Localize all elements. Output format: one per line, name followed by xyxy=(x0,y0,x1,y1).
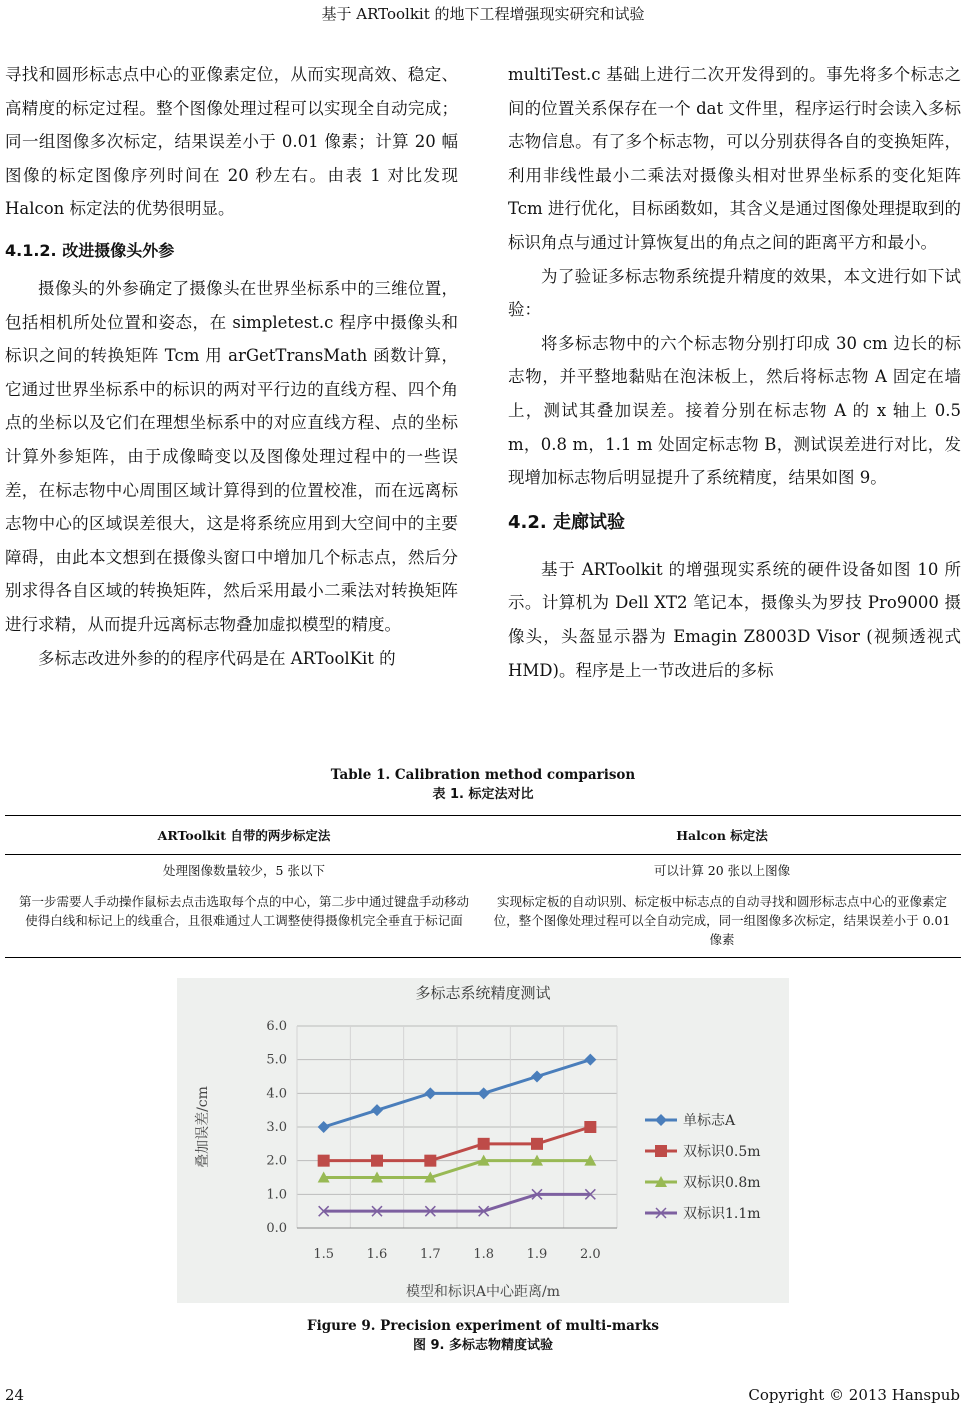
precision-chart xyxy=(177,978,789,1303)
table-row xyxy=(5,855,961,887)
section-heading: 4.1.2. 改进摄像头外参 xyxy=(5,240,175,260)
x-tick-label: 1.7 xyxy=(419,1247,441,1262)
paragraph: 将多标志物中的六个标志物分别打印成 30 cm 边长的标志物，并平整地黏贴在泡沫板上，然后将标志物 A 固定在墙上，测试其叠加误差。接着分别在标志物 A 的 x 轴上 0.5 m，0.8 m，1.1 m 处固定标志物 B，测试误差进行对比，发现增加标志物后明显提升了系统精度，结果如图 9。 xyxy=(508,333,961,488)
running-title: 基于 ARToolkit 的地下工程增强现实研究和试验 xyxy=(321,5,645,23)
x-tick-label: 1.5 xyxy=(313,1247,335,1262)
data-point xyxy=(318,1121,330,1133)
y-tick-label: 3.0 xyxy=(266,1120,287,1135)
data-point xyxy=(531,1071,543,1083)
table-header-cell: Halcon 标定法 xyxy=(483,816,961,855)
data-point xyxy=(478,1138,490,1150)
x-tick-label: 2.0 xyxy=(579,1247,601,1262)
figure-caption xyxy=(0,1317,966,1355)
data-point xyxy=(655,1145,667,1157)
data-point xyxy=(655,1114,667,1126)
x-tick-label: 1.6 xyxy=(366,1247,388,1262)
data-point xyxy=(318,1155,330,1167)
chart-title: 多标志系统精度测试 xyxy=(415,984,551,1002)
legend-label: 双标识1.1m xyxy=(683,1206,761,1222)
table-header-row xyxy=(5,816,961,855)
table-caption xyxy=(0,766,966,804)
page-number: 24 xyxy=(5,1386,25,1404)
copyright: Copyright © 2013 Hanspub xyxy=(748,1386,960,1404)
y-tick-label: 5.0 xyxy=(266,1052,287,1068)
y-tick-label: 1.0 xyxy=(266,1187,287,1203)
y-axis-label: 叠加误差/cm xyxy=(195,1086,211,1168)
x-tick-label: 1.8 xyxy=(473,1247,495,1262)
legend-label: 双标识0.5m xyxy=(683,1144,761,1160)
table-caption-en: Table 1. Calibration method comparison xyxy=(330,767,636,783)
legend-label: 单标志A xyxy=(683,1113,736,1129)
y-tick-label: 6.0 xyxy=(266,1019,287,1034)
x-tick-label: 1.9 xyxy=(526,1247,548,1262)
chart-svg xyxy=(177,978,789,1303)
data-point xyxy=(531,1138,543,1150)
paragraph: multiTest.c 基础上进行二次开发得到的。事先将多个标志之间的位置关系保存在一个 dat 文件里，程序运行时会读入多标志物信息。有了多个标志物，可以分别获得各自的变换矩阵，利用非线性最小二乘法对摄像头相对世界坐标系的变化矩阵 Tcm 进行优化，目标函数如，其含义是通过图像处理提取到的标识角点与通过计算恢复出的角点之间的距离平方和最小。 xyxy=(508,65,961,252)
table-row xyxy=(5,886,961,958)
paragraph: 基于 ARToolkit 的增强现实系统的硬件设备如图 10 所示。计算机为 Dell XT2 笔记本，摄像头为罗技 Pro9000 摄像头，头盔显示器为 Emagin Z8003D Visor (视频透视式 HMD)。程序是上一节改进后的多标 xyxy=(508,559,961,680)
paragraph: 多标志改进外参的的程序代码是在 ARToolKit 的 xyxy=(38,648,396,668)
y-tick-label: 0.0 xyxy=(266,1221,287,1236)
data-point xyxy=(478,1087,490,1099)
table-cell: 第一步需要人手动操作鼠标去点击选取每个点的中心，第二步中通过键盘手动移动使得白线和标记上的线重合，且很难通过人工调整使得摄像机完全垂直于标记面 xyxy=(5,886,483,958)
legend-label: 双标识0.8m xyxy=(683,1175,761,1191)
y-tick-label: 2.0 xyxy=(266,1153,287,1169)
table-cell: 处理图像数量较少，5 张以下 xyxy=(163,863,325,878)
x-axis-label: 模型和标识A中心距离/m xyxy=(405,1284,561,1300)
data-point xyxy=(371,1104,383,1116)
right-column xyxy=(508,58,961,687)
left-column xyxy=(5,58,458,675)
table-cell: 可以计算 20 张以上图像 xyxy=(653,863,791,878)
table-caption-cn: 表 1. 标定法对比 xyxy=(432,787,534,802)
data-point xyxy=(424,1155,436,1167)
section-heading: 4.2. 走廊试验 xyxy=(508,511,625,533)
paragraph: 摄像头的外参确定了摄像头在世界坐标系中的三维位置，包括相机所处位置和姿态，在 simpletest.c 程序中摄像头和标识之间的转换矩阵 Tcm 用 arGetTransMath 函数计算，它通过世界坐标系中的标识的两对平行边的直线方程、四个角点的坐标以及它们在理想坐标系中的对应直线方程、点的坐标计算外参矩阵，由于成像畸变以及图像处理过程中的一些误差，在标志物中心周围区域计算得到的位置校准，而在远离标志物中心的区域误差很大，这是将系统应用到大空间中的主要障碍，由此本文想到在摄像头窗口中增加几个标志点，然后分别求得各自区域的转换矩阵，然后采用最小二乘法对转换矩阵进行求精，从而提升远离标志物叠加虚拟模型的精度。 xyxy=(5,278,458,634)
table-header-cell: ARToolkit 自带的两步标定法 xyxy=(5,816,483,855)
figure-caption-en: Figure 9. Precision experiment of multi-marks xyxy=(307,1318,659,1334)
table-cell: 实现标定板的自动识别、标定板中标志点的自动寻找和圆形标志点中心的亚像素定位，整个图像处理过程可以全自动完成，同一组图像多次标定，结果误差小于 0.01 像素 xyxy=(483,886,961,958)
data-point xyxy=(424,1087,436,1099)
figure-caption-cn: 图 9. 多标志物精度试验 xyxy=(412,1338,554,1353)
paragraph: 寻找和圆形标志点中心的亚像素定位，从而实现高效、稳定、高精度的标定过程。整个图像处理过程可以实现全自动完成；同一组图像多次标定，结果误差小于 0.01 像素；计算 20 幅图像的标定图像序列时间在 20 秒左右。由表 1 对比发现 Halcon 标定法的优势很明显。 xyxy=(5,65,458,219)
y-tick-label: 4.0 xyxy=(266,1086,287,1102)
comparison-table xyxy=(5,815,961,958)
paragraph: 为了验证多标志物系统提升精度的效果，本文进行如下试验： xyxy=(508,266,961,320)
data-point xyxy=(371,1155,383,1167)
data-point xyxy=(584,1054,596,1066)
data-point xyxy=(584,1121,596,1133)
